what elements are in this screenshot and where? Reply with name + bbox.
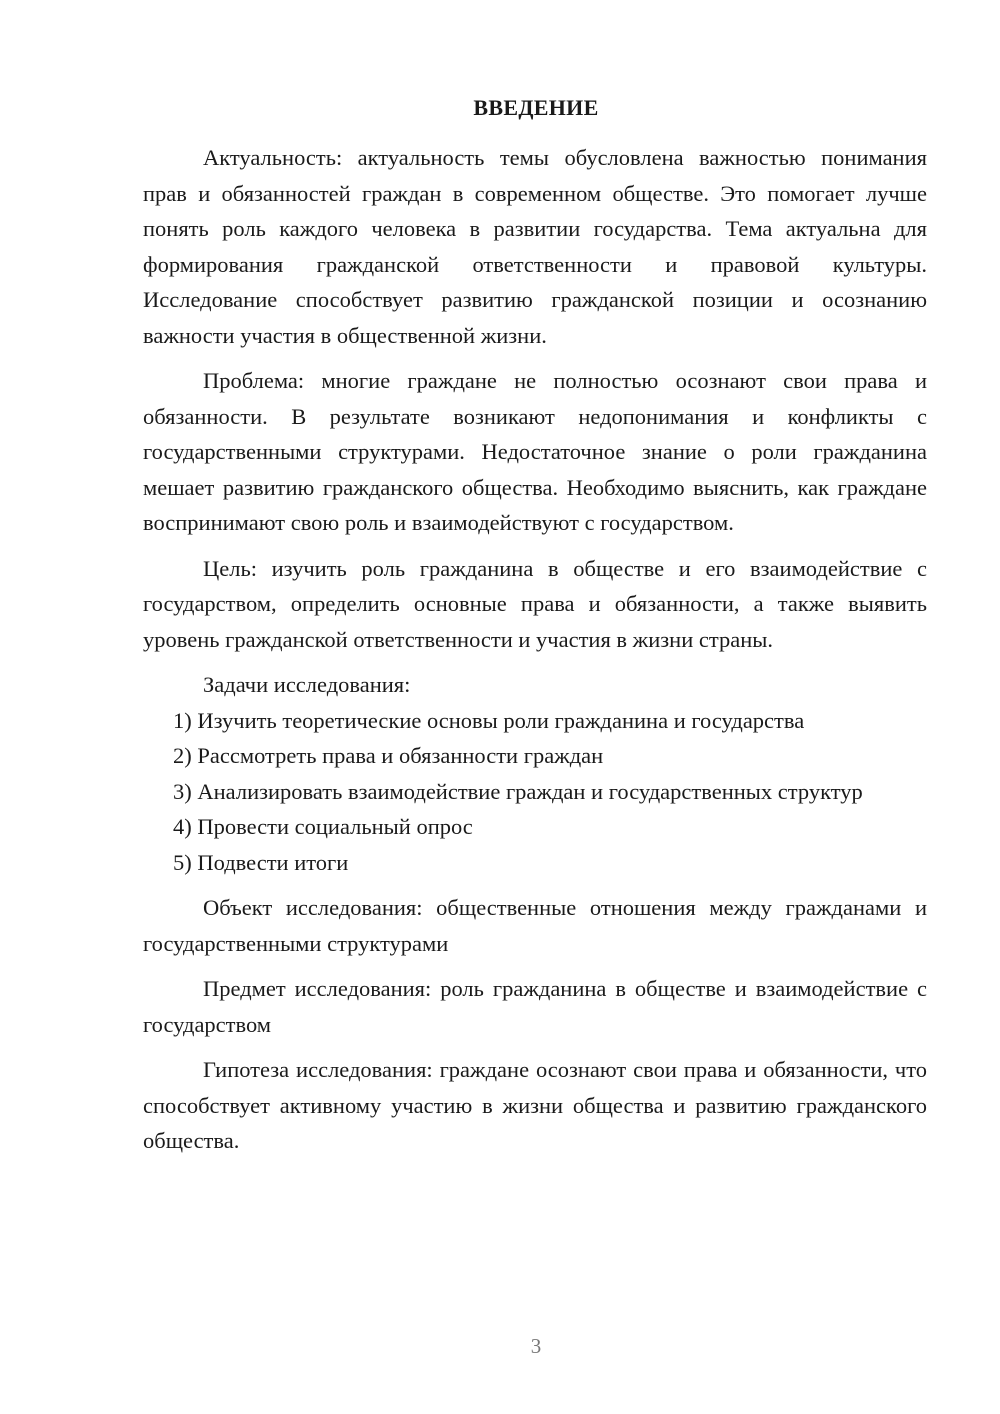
list-item: 5) Подвести итоги [173, 849, 349, 875]
paragraph-object: Объект исследования: общественные отношения между гражданами и государственными структурами [143, 895, 927, 956]
tasks-heading: Задачи исследования: [203, 672, 411, 697]
paragraph-hypothesis: Гипотеза исследования: граждане осознают свои права и обязанности, что способствует активному участию в жизни общества и развитию гражданского общества. [143, 1057, 927, 1153]
list-item: 3) Анализировать взаимодействие граждан и государственных структур [173, 778, 863, 804]
document-body [143, 140, 927, 1159]
page-number: 3 [530, 1334, 542, 1358]
paragraph-goal: Цель: изучить роль гражданина в обществе и его взаимодействие с государством, определить основные права и обязанности, а также выявить уровень гражданской ответственности и участия в жизни страны. [143, 555, 927, 652]
list-item: 1) Изучить теоретические основы роли гражданина и государства [173, 707, 805, 733]
page-title: ВВЕДЕНИЕ [473, 95, 599, 120]
paragraph-subject: Предмет исследования: роль гражданина в обществе и взаимодействие с государством [143, 976, 927, 1037]
paragraph-relevance: Актуальность: актуальность темы обусловлена важностью понимания прав и обязанностей граждан в современном обществе. Это помогает лучше понять роль каждого человека в развитии государства. Тема актуальна для формирования гражданской ответственности и правовой культуры. Исследование способствует развитию гражданской позиции и осознанию важности участия в общественной жизни. [143, 145, 927, 348]
paragraph-problem: Проблема: многие граждане не полностью осознают свои права и обязанности. В результате возникают недопонимания и конфликты с государственными структурами. Недостаточное знание о роли гражданина мешает развитию гражданского общества. Необходимо выяснить, как граждане воспринимают свою роль и взаимодействуют с государством. [143, 368, 927, 535]
list-item: 4) Провести социальный опрос [173, 814, 473, 839]
list-item: 2) Рассмотреть права и обязанности граждан [173, 743, 604, 768]
